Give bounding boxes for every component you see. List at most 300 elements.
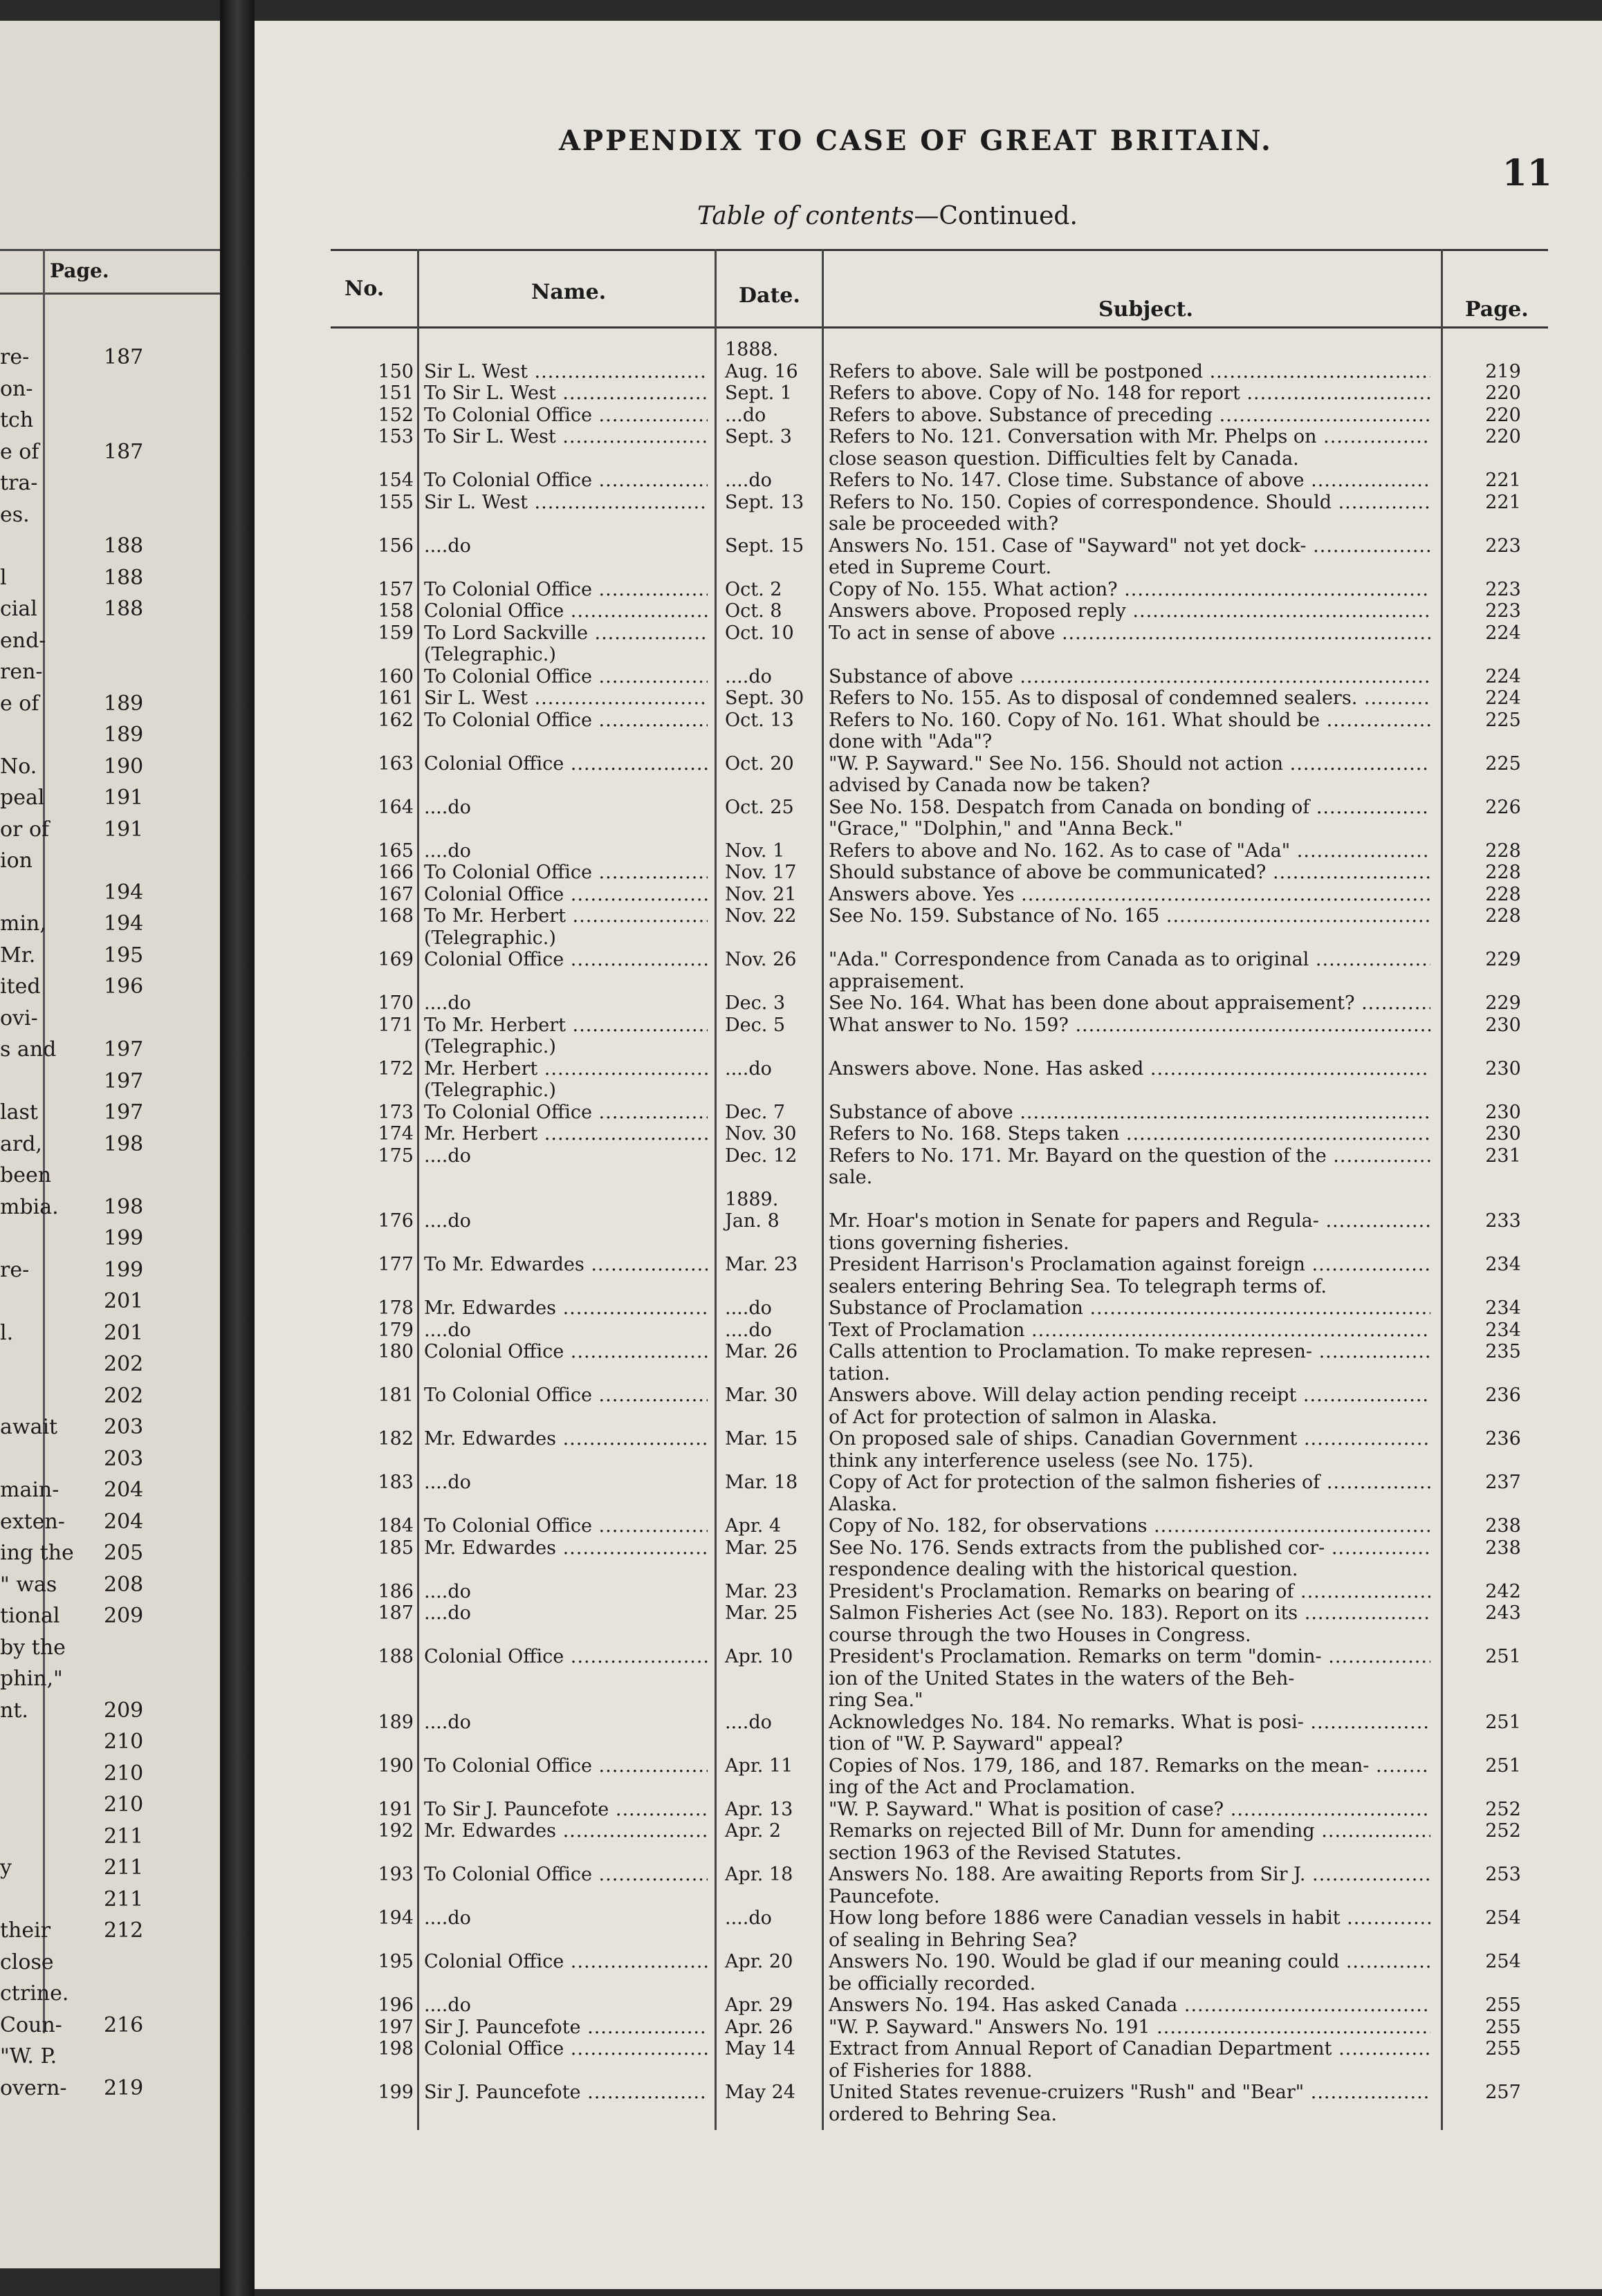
left-page-row (0, 2077, 220, 2100)
entry-subject: close season question. Difficulties felt by Canada. (829, 447, 1299, 470)
entry-page: 224 (1485, 622, 1521, 644)
left-page-row (0, 503, 220, 527)
left-page-page-number: 187 (104, 345, 144, 369)
entry-page: 236 (1485, 1428, 1521, 1450)
entry-name: ....do (424, 840, 471, 862)
left-page-row (0, 1101, 220, 1124)
left-page-row (0, 1353, 220, 1376)
entry-page: 230 (1485, 1123, 1521, 1145)
left-page-row (0, 535, 220, 558)
table-row (331, 818, 1548, 840)
entry-subject: President's Proclamation. Remarks on term "domin- ..... (829, 1646, 1430, 1667)
table-row (331, 1973, 1548, 1994)
entry-name: To Colonial Office ..... (424, 710, 708, 731)
main-page (255, 21, 1602, 2289)
left-page-row (0, 1604, 220, 1628)
entry-subject: Answers No. 194. Has asked Canada ..... (829, 1994, 1430, 2016)
table-row (331, 1254, 1548, 1275)
left-page-row (0, 660, 220, 684)
entry-date: Oct. 13 (725, 709, 794, 731)
entry-name: Sir L. West ..... (424, 687, 708, 709)
entry-date: ....do (725, 1297, 772, 1319)
entry-date: Jan. 8 (725, 1210, 780, 1232)
entry-number: 184 (378, 1515, 414, 1537)
entry-subject: Substance of above ..... (829, 1102, 1430, 1123)
entry-name: Sir J. Pauncefote ..... (424, 2017, 708, 2038)
left-page-page-number: 202 (104, 1352, 144, 1376)
left-page (0, 21, 220, 2268)
left-page-text-fragment: exten- (0, 1509, 65, 1534)
entry-date: Dec. 3 (725, 992, 786, 1014)
left-page-row (0, 378, 220, 401)
entry-number: 161 (378, 687, 414, 709)
entry-subject: Calls attention to Proclamation. To make represen- ..... (829, 1341, 1430, 1362)
entry-name: Mr. Herbert ..... (424, 1058, 708, 1080)
left-page-row (0, 1793, 220, 1817)
left-page-page-number: 219 (104, 2075, 144, 2100)
table-row (331, 797, 1548, 818)
left-page-row (0, 441, 220, 464)
entry-date: Sept. 15 (725, 535, 804, 557)
entry-name: ....do (424, 535, 471, 557)
entry-name: Colonial Office ..... (424, 1341, 708, 1362)
left-page-page-number: 216 (104, 2012, 144, 2037)
entry-subject: Refers to No. 155. As to disposal of condemned sealers. ..... (829, 687, 1430, 709)
entry-name: To Colonial Office ..... (424, 1515, 708, 1537)
entry-page: 254 (1485, 1951, 1521, 1972)
left-page-page-number: 212 (104, 1918, 144, 1943)
entry-subject: See No. 159. Substance of No. 165 ..... (829, 905, 1430, 927)
left-page-row (0, 1007, 220, 1030)
left-page-page-number: 199 (104, 1226, 144, 1250)
table-row (331, 513, 1548, 535)
left-page-text-fragment: l. (0, 1320, 14, 1345)
left-page-row (0, 409, 220, 432)
entry-page: 223 (1485, 578, 1521, 600)
entry-name: To Colonial Office ..... (424, 666, 708, 687)
entry-subject: Refers to No. 171. Mr. Bayard on the question of the ..... (829, 1145, 1430, 1167)
entry-subject: Answers No. 188. Are awaiting Reports from Sir J. ..... (829, 1864, 1430, 1885)
table-row (331, 884, 1548, 905)
entry-number: 168 (378, 905, 414, 927)
entry-subject: Alaska. (829, 1493, 898, 1515)
entry-subject: "Ada." Correspondence from Canada as to original ..... (829, 949, 1430, 970)
left-page-text-fragment: been (0, 1163, 52, 1187)
entry-name: (Telegraphic.) (424, 1036, 556, 1057)
entry-date: Apr. 10 (725, 1646, 793, 1667)
entry-date: 1889. (725, 1188, 779, 1210)
header-no: No. (344, 277, 385, 301)
left-page-text-fragment: main- (0, 1478, 59, 1502)
left-page-row (0, 881, 220, 905)
left-page-text-fragment: es. (0, 502, 30, 527)
entry-subject: Substance of above ..... (829, 666, 1430, 687)
table-row (331, 1320, 1548, 1341)
left-page-row (0, 1573, 220, 1597)
entry-number: 162 (378, 709, 414, 731)
entry-number: 158 (378, 600, 414, 622)
left-page-text-fragment: phin," (0, 1667, 63, 1691)
entry-number: 154 (378, 470, 414, 491)
table-row (331, 992, 1548, 1014)
left-page-row (0, 1070, 220, 1093)
entry-name: ....do (424, 992, 471, 1014)
left-page-page-number: 209 (104, 1698, 144, 1723)
left-page-row (0, 692, 220, 716)
left-page-row (0, 944, 220, 968)
left-page-row (0, 2014, 220, 2037)
left-page-row (0, 755, 220, 779)
table-row (331, 971, 1548, 992)
entry-name: To Lord Sackville ..... (424, 622, 708, 644)
entry-date: Nov. 21 (725, 883, 797, 905)
entry-date: Apr. 18 (725, 1864, 793, 1885)
left-page-page-number: 188 (104, 565, 144, 590)
entry-subject: sale. (829, 1167, 873, 1188)
left-page-page-number: 211 (104, 1824, 144, 1849)
entry-number: 181 (378, 1385, 414, 1406)
table-row (331, 492, 1548, 513)
entry-name: Colonial Office ..... (424, 884, 708, 905)
left-page-page-number: 210 (104, 1793, 144, 1817)
header-subject: Subject. (1098, 297, 1193, 322)
entry-date: Sept. 30 (725, 687, 804, 709)
entry-page: 220 (1485, 426, 1521, 447)
entry-subject: of sealing in Behring Sea? (829, 1929, 1077, 1951)
entry-date: Mar. 25 (725, 1602, 798, 1624)
left-page-row (0, 1227, 220, 1250)
table-row (331, 2038, 1548, 2059)
entry-page: 252 (1485, 1798, 1521, 1820)
entry-subject: Remarks on rejected Bill of Mr. Dunn for amending ..... (829, 1820, 1430, 1842)
entry-name: Colonial Office ..... (424, 2038, 708, 2059)
table-row (331, 1777, 1548, 1798)
entry-page: 230 (1485, 1101, 1521, 1123)
entry-page: 251 (1485, 1755, 1521, 1777)
table-row (331, 1080, 1548, 1101)
entry-date: Aug. 16 (725, 360, 798, 382)
entry-page: 225 (1485, 752, 1521, 775)
left-page-text-fragment: last (0, 1100, 38, 1124)
table-row (331, 1058, 1548, 1080)
entry-name: To Colonial Office ..... (424, 405, 708, 426)
table-row (331, 1602, 1548, 1624)
entry-subject: Refers to No. 160. Copy of No. 161. What should be ..... (829, 710, 1430, 731)
entry-subject: eted in Supreme Court. (829, 557, 1052, 578)
left-page-row (0, 786, 220, 810)
left-page-text-fragment: ited (0, 974, 41, 999)
entry-page: 253 (1485, 1864, 1521, 1885)
left-page-text-fragment: "W. P. (0, 2044, 57, 2068)
entry-subject: Copy of Act for protection of the salmon fisheries of ..... (829, 1472, 1430, 1493)
left-page-text-fragment: on- (0, 376, 33, 401)
left-page-text-fragment: tch (0, 408, 34, 432)
table-row (331, 862, 1548, 883)
entry-subject: of Fisheries for 1888. (829, 2059, 1033, 2082)
left-page-page-number: 188 (104, 534, 144, 558)
table-row (331, 666, 1548, 687)
table-row (331, 1559, 1548, 1580)
entry-name: ....do (424, 1602, 471, 1624)
left-page-text-fragment: ctrine. (0, 1981, 69, 2006)
entry-number: 186 (378, 1580, 414, 1602)
entry-subject: See No. 176. Sends extracts from the published cor- ..... (829, 1537, 1430, 1559)
entry-date: Mar. 26 (725, 1341, 798, 1362)
left-page-page-number: 194 (104, 880, 144, 905)
entry-page: 224 (1485, 687, 1521, 709)
left-page-row (0, 1196, 220, 1219)
table-row (331, 1951, 1548, 1972)
header-name: Name. (531, 280, 607, 304)
left-page-text-fragment: ing the (0, 1541, 74, 1565)
entry-number: 170 (378, 992, 414, 1014)
entry-name: To Colonial Office ..... (424, 579, 708, 600)
left-page-text-fragment: l (0, 565, 7, 590)
table-row (331, 1145, 1548, 1167)
entry-subject: United States revenue-cruizers "Rush" and "Bear" ..... (829, 2082, 1430, 2103)
entry-date: ....do (725, 1057, 772, 1080)
entry-page: 234 (1485, 1254, 1521, 1275)
table-row (331, 905, 1548, 927)
table-row (331, 535, 1548, 557)
left-page-page-number: 211 (104, 1887, 144, 1911)
entry-page: 237 (1485, 1472, 1521, 1493)
entry-date: Sept. 1 (725, 382, 792, 404)
left-page-text-fragment: close (0, 1950, 54, 1974)
entry-subject: Should substance of above be communicated? ..... (829, 862, 1430, 883)
left-page-row (0, 1290, 220, 1313)
entry-subject: "Grace," "Dolphin," and "Anna Beck." (829, 818, 1183, 840)
left-page-page-header: Page. (50, 259, 109, 282)
entry-number: 163 (378, 752, 414, 775)
left-page-text-fragment: tional (0, 1604, 60, 1628)
entry-date: May 24 (725, 2082, 795, 2103)
entry-page: 236 (1485, 1385, 1521, 1406)
entry-page: 228 (1485, 862, 1521, 883)
entry-date: Apr. 11 (725, 1755, 793, 1777)
entry-number: 176 (378, 1210, 414, 1232)
table-row (331, 949, 1548, 970)
table-row (331, 1755, 1548, 1777)
entry-name: ....do (424, 1994, 471, 2016)
left-page-text-fragment: ren- (0, 660, 43, 684)
left-page-text-fragment: e of (0, 439, 39, 464)
entry-subject: Answers No. 151. Case of "Sayward" not yet dock- ..... (829, 535, 1430, 557)
entry-number: 192 (378, 1820, 414, 1842)
entry-name: ....do (424, 1711, 471, 1733)
entry-date: Mar. 30 (725, 1385, 798, 1406)
left-page-page-number: 211 (104, 1855, 144, 1880)
table-row (331, 557, 1548, 578)
entry-subject: Answers above. Will delay action pending receipt ..... (829, 1385, 1430, 1406)
entry-subject: Salmon Fisheries Act (see No. 183). Report on its ..... (829, 1602, 1430, 1624)
entry-number: 166 (378, 862, 414, 883)
entry-number: 177 (378, 1254, 414, 1275)
entry-name: Colonial Office ..... (424, 1951, 708, 1972)
entry-number: 169 (378, 949, 414, 970)
left-page-page-number: 197 (104, 1037, 144, 1062)
header-page: Page. (1465, 297, 1529, 322)
table-row (331, 448, 1548, 470)
entry-page: 224 (1485, 665, 1521, 687)
entry-number: 182 (378, 1428, 414, 1450)
left-page-text-fragment: nt. (0, 1698, 28, 1723)
left-page-text-fragment: by the (0, 1635, 66, 1660)
left-page-row (0, 912, 220, 936)
entry-page: 221 (1485, 470, 1521, 491)
entry-number: 191 (378, 1798, 414, 1820)
entry-subject: advised by Canada now be taken? (829, 775, 1150, 796)
entry-subject: course through the two Houses in Congress. (829, 1624, 1251, 1646)
entry-page: 238 (1485, 1537, 1521, 1559)
table-row (331, 361, 1548, 382)
entry-page: 229 (1485, 992, 1521, 1014)
entry-subject: Extract from Annual Report of Canadian Department ..... (829, 2038, 1430, 2059)
entry-number: 151 (378, 382, 414, 404)
entry-name: ....do (424, 1210, 471, 1232)
running-title: APPENDIX TO CASE OF GREAT BRITAIN. (559, 124, 1273, 157)
entry-name: To Colonial Office ..... (424, 1755, 708, 1777)
table-row (331, 1407, 1548, 1428)
left-page-row (0, 2045, 220, 2068)
table-row (331, 1363, 1548, 1385)
table-row (331, 1712, 1548, 1733)
entry-subject: Pauncefote. (829, 1885, 940, 1907)
page-number: 11 (1502, 152, 1552, 194)
entry-page: 220 (1485, 404, 1521, 426)
entry-date: ....do (725, 470, 772, 491)
left-page-row (0, 1951, 220, 1974)
left-page-row (0, 1636, 220, 1660)
entry-page: 226 (1485, 796, 1521, 818)
left-page-row (0, 1699, 220, 1723)
table-row (331, 1624, 1548, 1646)
entry-page: 219 (1485, 360, 1521, 382)
entry-date: Nov. 1 (725, 840, 785, 862)
left-page-page-number: 195 (104, 943, 144, 968)
entry-page: 230 (1485, 1014, 1521, 1036)
entry-date: Sept. 13 (725, 491, 804, 513)
table-row (331, 1842, 1548, 1864)
left-page-row (0, 1322, 220, 1345)
entry-date: 1888. (725, 339, 779, 360)
entry-name: Mr. Edwardes ..... (424, 1297, 708, 1319)
entry-name: Sir L. West ..... (424, 361, 708, 382)
table-row (331, 1537, 1548, 1559)
left-page-row (0, 566, 220, 590)
left-page-row (0, 1667, 220, 1691)
entry-name: ....do (424, 1319, 471, 1341)
entry-date: Nov. 26 (725, 949, 797, 970)
left-page-row (0, 1510, 220, 1534)
entry-page: 234 (1485, 1297, 1521, 1319)
entry-number: 193 (378, 1864, 414, 1885)
entry-number: 183 (378, 1472, 414, 1493)
entry-subject: See No. 158. Despatch from Canada on bonding of ..... (829, 797, 1430, 818)
entry-page: 255 (1485, 2038, 1521, 2059)
entry-number: 185 (378, 1537, 414, 1559)
entry-subject: Refers to above. Copy of No. 148 for report ..... (829, 382, 1430, 404)
entry-subject: To act in sense of above ..... (829, 622, 1430, 644)
table-top-rule (331, 249, 1548, 251)
entry-number: 155 (378, 491, 414, 513)
left-page-text-fragment: overn- (0, 2075, 67, 2100)
left-page-page-number: 188 (104, 597, 144, 621)
table-row (331, 1733, 1548, 1755)
entry-name: Colonial Office ..... (424, 753, 708, 775)
entry-name: To Mr. Herbert ..... (424, 905, 708, 927)
entry-date: ....do (725, 1907, 772, 1929)
table-row (331, 1994, 1548, 2016)
entry-subject: President's Proclamation. Remarks on bearing of ..... (829, 1581, 1430, 1602)
left-page-page-number: 189 (104, 691, 144, 716)
entry-number: 198 (378, 2038, 414, 2059)
entry-name: ....do (424, 1145, 471, 1167)
left-page-page-number: 196 (104, 974, 144, 999)
left-page-row (0, 1259, 220, 1282)
entry-name: Mr. Edwardes ..... (424, 1537, 708, 1559)
entry-name: To Sir L. West ..... (424, 382, 708, 404)
left-page-page-number: 210 (104, 1761, 144, 1786)
left-page-text-fragment: ovi- (0, 1006, 38, 1030)
left-page-page-number: 189 (104, 723, 144, 747)
entry-number: 196 (378, 1994, 414, 2016)
entry-number: 179 (378, 1319, 414, 1341)
table-row (331, 710, 1548, 731)
table-row (331, 753, 1548, 775)
entry-subject: Refers to above and No. 162. As to case of "Ada" ..... (829, 840, 1430, 862)
left-page-row (0, 472, 220, 495)
left-page-row (0, 1479, 220, 1502)
entry-date: Apr. 2 (725, 1820, 782, 1842)
left-page-row (0, 598, 220, 621)
entry-date: Dec. 7 (725, 1101, 786, 1123)
entry-page: 242 (1485, 1580, 1521, 1602)
entry-subject: section 1963 of the Revised Statutes. (829, 1842, 1182, 1864)
entry-page: 255 (1485, 2016, 1521, 2038)
entry-page: 223 (1485, 600, 1521, 622)
left-page-row (0, 1447, 220, 1471)
entry-subject: "W. P. Sayward." What is position of case? ..... (829, 1799, 1430, 1820)
left-page-text-fragment: y (0, 1855, 12, 1880)
book-gutter (220, 0, 255, 2296)
entry-subject: tion of "W. P. Sayward" appeal? (829, 1733, 1123, 1755)
table-row (331, 2104, 1548, 2125)
left-page-page-number: 210 (104, 1730, 144, 1754)
table-row (331, 1450, 1548, 1472)
entry-number: 157 (378, 578, 414, 600)
entry-subject: respondence dealing with the historical question. (829, 1559, 1298, 1580)
entry-page: 221 (1485, 491, 1521, 513)
table-row (331, 1472, 1548, 1493)
entry-date: Oct. 20 (725, 752, 794, 775)
table-row (331, 1799, 1548, 1820)
entry-name: Sir L. West ..... (424, 492, 708, 513)
entry-number: 195 (378, 1951, 414, 1972)
table-row (331, 1123, 1548, 1145)
entry-name: (Telegraphic.) (424, 927, 556, 949)
table-row (331, 1210, 1548, 1232)
left-page-text-fragment: e of (0, 691, 39, 716)
left-page-page-number: 208 (104, 1572, 144, 1597)
left-page-row (0, 1762, 220, 1786)
left-page-row (0, 1542, 220, 1565)
entry-page: 230 (1485, 1057, 1521, 1080)
entry-page: 220 (1485, 382, 1521, 404)
table-row (331, 1515, 1548, 1537)
left-page-row (0, 629, 220, 653)
entry-subject: think any interference useless (see No. 175). (829, 1450, 1254, 1472)
